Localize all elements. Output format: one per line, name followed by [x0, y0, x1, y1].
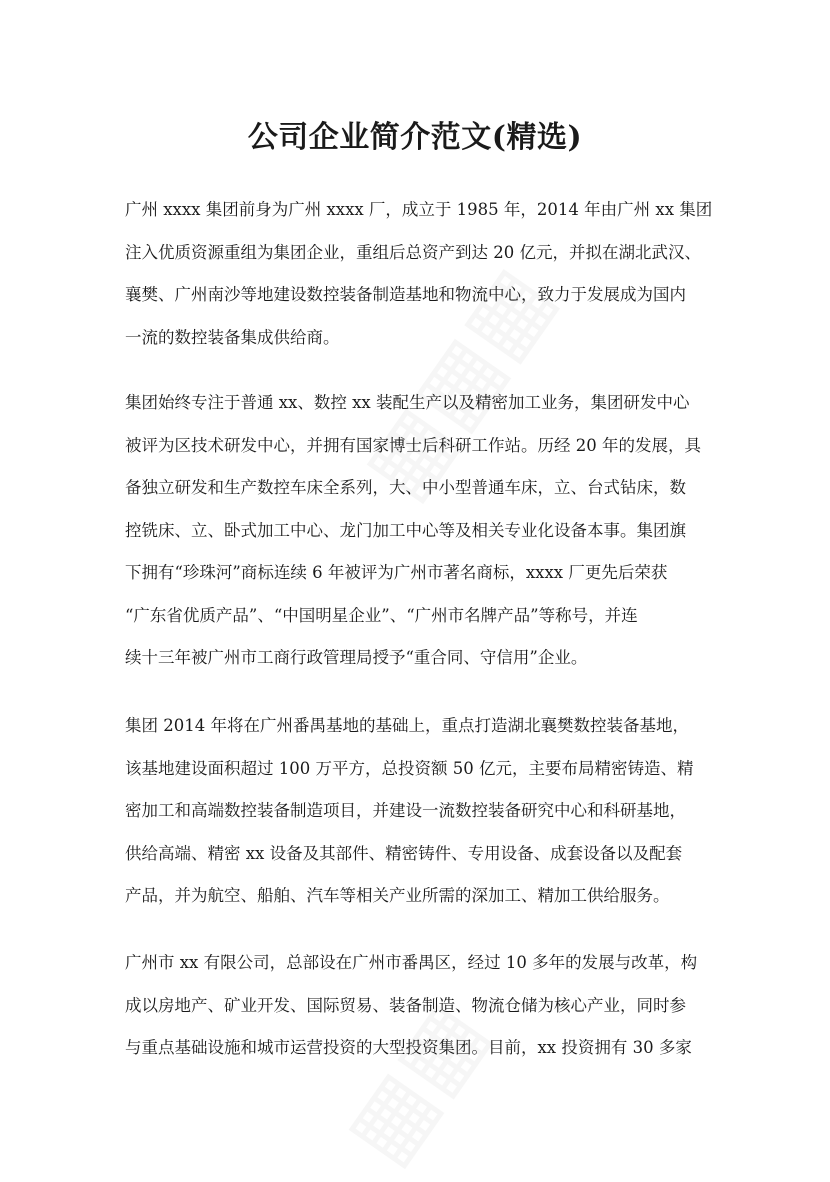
paragraph-line: 控铣床、立、卧式加工中心、龙门加工中心等及相关专业化设备本事。集团旗: [125, 520, 686, 540]
paragraph-line: 广州市 xx 有限公司，总部设在广州市番禺区，经过 10 多年的发展与改革，构: [125, 953, 698, 972]
paragraph-line: “广东省优质产品”、“中国明星企业”、“广州市名牌产品”等称号，并连: [125, 605, 638, 625]
paragraph-line: 备独立研发和生产数控车床全系列，大、中小型普通车床，立、台式钻床，数: [125, 478, 686, 497]
paragraph-line: 与重点基础设施和城市运营投资的大型投资集团。目前，xx 投资拥有 30 多家: [125, 1038, 692, 1057]
paragraph: [125, 942, 715, 1070]
paragraph-line: 一流的数控装备集成供给商。: [125, 327, 340, 347]
paragraph-line: 注入优质资源重组为集团企业，重组后总资产到达 20 亿元，并拟在湖北武汉、: [125, 242, 701, 262]
paragraph-line: 广州 xxxx 集团前身为广州 xxxx 厂，成立于 1985 年，2014 年由广州 xx 集团: [125, 200, 713, 219]
paragraph-line: 密加工和高端数控装备制造项目，并建设一流数控装备研究中心和科研基地，: [125, 801, 686, 820]
paragraph: [125, 705, 715, 918]
paragraph-line: 襄樊、广州南沙等地建设数控装备制造基地和物流中心，致力于发展成为国内: [125, 285, 686, 304]
paragraph-line: 被评为区技术研发中心，并拥有国家博士后科研工作站。历经 20 年的发展，具: [125, 435, 701, 455]
paragraph-line: 集团 2014 年将在广州番禺基地的基础上，重点打造湖北襄樊数控装备基地，: [125, 716, 689, 735]
paragraph-line: 集团始终专注于普通 xx、数控 xx 装配生产以及精密加工业务，集团研发中心: [125, 393, 690, 412]
paragraph-line: 成以房地产、矿业开发、国际贸易、装备制造、物流仓储为核心产业，同时参: [125, 995, 686, 1015]
paragraph-line: 下拥有“珍珠河”商标连续 6 年被评为广州市著名商标，xxxx 厂更先后荣获: [125, 563, 668, 582]
paragraph-line: 供给高端、精密 xx 设备及其部件、精密铸件、专用设备、成套设备以及配套: [125, 843, 683, 863]
paragraph-line: 续十三年被广州市工商行政管理局授予“重合同、守信用”企业。: [125, 648, 588, 667]
paragraph-line: 产品，并为航空、船舶、汽车等相关产业所需的深加工、精加工供给服务。: [125, 886, 670, 905]
paragraph: [125, 382, 715, 680]
document-title: 公司企业简介范文(精选): [247, 120, 583, 155]
paragraph-line: 该基地建设面积超过 100 万平方，总投资额 50 亿元，主要布局精密铸造、精: [125, 758, 694, 778]
paragraph: [125, 189, 715, 359]
